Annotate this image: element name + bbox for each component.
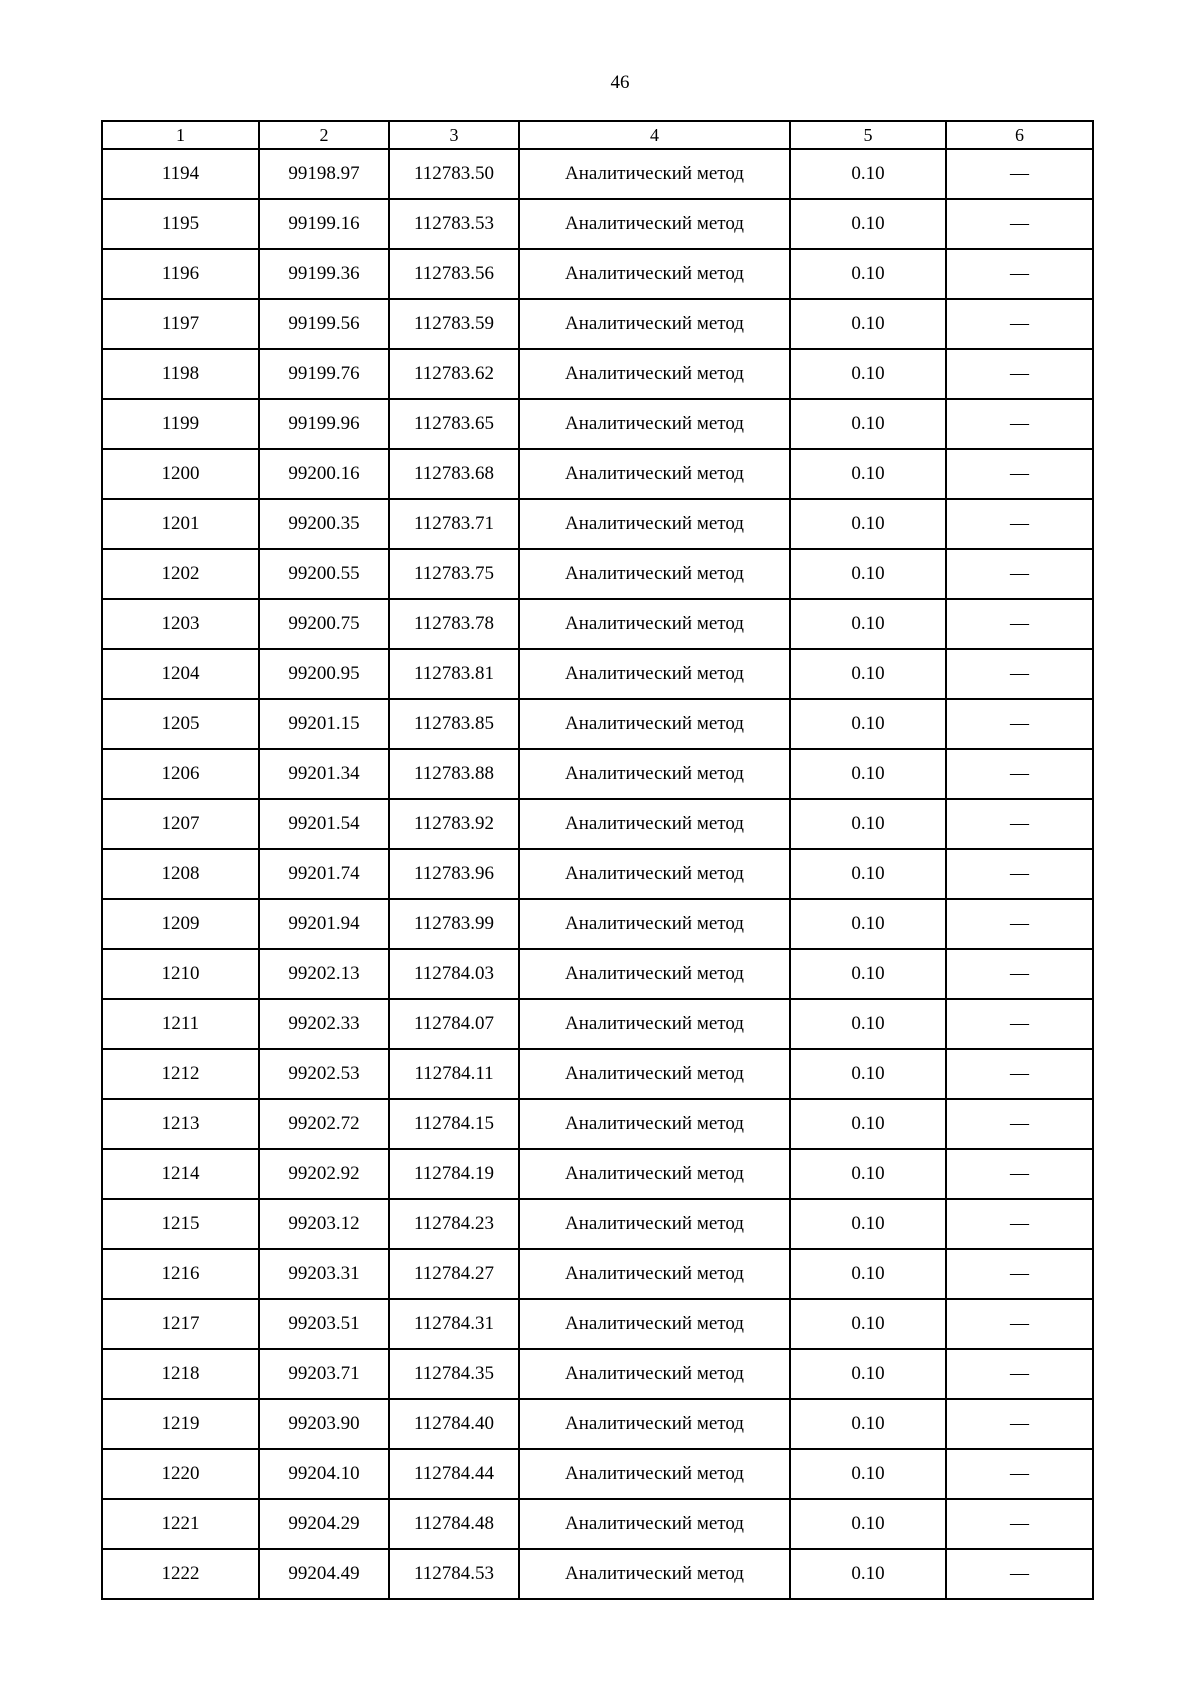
x-coordinate-cell: 99199.56 — [259, 299, 389, 349]
x-coordinate-cell: 99202.92 — [259, 1149, 389, 1199]
accuracy-cell: 0.10 — [790, 699, 946, 749]
accuracy-cell: 0.10 — [790, 1399, 946, 1449]
x-coordinate-cell: 99199.36 — [259, 249, 389, 299]
point-number-cell: 1197 — [102, 299, 259, 349]
accuracy-cell: 0.10 — [790, 1349, 946, 1399]
x-coordinate-cell: 99199.96 — [259, 399, 389, 449]
description-cell: — — [946, 1349, 1093, 1399]
table-row — [102, 699, 1093, 749]
accuracy-cell: 0.10 — [790, 199, 946, 249]
accuracy-cell: 0.10 — [790, 1299, 946, 1349]
table-row — [102, 449, 1093, 499]
table-row — [102, 649, 1093, 699]
method-cell: Аналитический метод — [519, 1049, 790, 1099]
description-cell: — — [946, 849, 1093, 899]
method-cell: Аналитический метод — [519, 1499, 790, 1549]
accuracy-cell: 0.10 — [790, 799, 946, 849]
accuracy-cell: 0.10 — [790, 1549, 946, 1599]
column-header-3: 3 — [389, 121, 519, 149]
description-cell: — — [946, 599, 1093, 649]
accuracy-cell: 0.10 — [790, 999, 946, 1049]
point-number-cell: 1211 — [102, 999, 259, 1049]
x-coordinate-cell: 99202.33 — [259, 999, 389, 1049]
point-number-cell: 1194 — [102, 149, 259, 199]
x-coordinate-cell: 99201.74 — [259, 849, 389, 899]
point-number-cell: 1219 — [102, 1399, 259, 1449]
accuracy-cell: 0.10 — [790, 449, 946, 499]
x-coordinate-cell: 99203.71 — [259, 1349, 389, 1399]
y-coordinate-cell: 112784.35 — [389, 1349, 519, 1399]
point-number-cell: 1210 — [102, 949, 259, 999]
point-number-cell: 1214 — [102, 1149, 259, 1199]
table-row — [102, 1449, 1093, 1499]
table-header — [102, 121, 1093, 149]
description-cell: — — [946, 649, 1093, 699]
table-body — [102, 149, 1093, 1599]
method-cell: Аналитический метод — [519, 1299, 790, 1349]
y-coordinate-cell: 112784.48 — [389, 1499, 519, 1549]
y-coordinate-cell: 112784.53 — [389, 1549, 519, 1599]
point-number-cell: 1195 — [102, 199, 259, 249]
method-cell: Аналитический метод — [519, 549, 790, 599]
x-coordinate-cell: 99203.51 — [259, 1299, 389, 1349]
description-cell: — — [946, 499, 1093, 549]
method-cell: Аналитический метод — [519, 499, 790, 549]
method-cell: Аналитический метод — [519, 849, 790, 899]
x-coordinate-cell: 99200.35 — [259, 499, 389, 549]
table-row — [102, 1299, 1093, 1349]
point-number-cell: 1222 — [102, 1549, 259, 1599]
description-cell: — — [946, 949, 1093, 999]
table-row — [102, 499, 1093, 549]
accuracy-cell: 0.10 — [790, 1449, 946, 1499]
description-cell: — — [946, 1399, 1093, 1449]
description-cell: — — [946, 149, 1093, 199]
method-cell: Аналитический метод — [519, 999, 790, 1049]
accuracy-cell: 0.10 — [790, 299, 946, 349]
x-coordinate-cell: 99202.53 — [259, 1049, 389, 1099]
point-number-cell: 1217 — [102, 1299, 259, 1349]
table-row — [102, 349, 1093, 399]
table-row — [102, 1549, 1093, 1599]
method-cell: Аналитический метод — [519, 1349, 790, 1399]
point-number-cell: 1216 — [102, 1249, 259, 1299]
point-number-cell: 1206 — [102, 749, 259, 799]
x-coordinate-cell: 99203.12 — [259, 1199, 389, 1249]
description-cell: — — [946, 799, 1093, 849]
method-cell: Аналитический метод — [519, 399, 790, 449]
table-row — [102, 549, 1093, 599]
method-cell: Аналитический метод — [519, 649, 790, 699]
method-cell: Аналитический метод — [519, 699, 790, 749]
accuracy-cell: 0.10 — [790, 599, 946, 649]
point-number-cell: 1204 — [102, 649, 259, 699]
table-row — [102, 199, 1093, 249]
method-cell: Аналитический метод — [519, 1199, 790, 1249]
table-row — [102, 1199, 1093, 1249]
point-number-cell: 1215 — [102, 1199, 259, 1249]
point-number-cell: 1199 — [102, 399, 259, 449]
accuracy-cell: 0.10 — [790, 899, 946, 949]
description-cell: — — [946, 1249, 1093, 1299]
method-cell: Аналитический метод — [519, 1449, 790, 1499]
method-cell: Аналитический метод — [519, 949, 790, 999]
x-coordinate-cell: 99202.13 — [259, 949, 389, 999]
y-coordinate-cell: 112783.92 — [389, 799, 519, 849]
point-number-cell: 1208 — [102, 849, 259, 899]
point-number-cell: 1221 — [102, 1499, 259, 1549]
method-cell: Аналитический метод — [519, 199, 790, 249]
accuracy-cell: 0.10 — [790, 1199, 946, 1249]
y-coordinate-cell: 112783.99 — [389, 899, 519, 949]
x-coordinate-cell: 99202.72 — [259, 1099, 389, 1149]
column-header-5: 5 — [790, 121, 946, 149]
accuracy-cell: 0.10 — [790, 649, 946, 699]
description-cell: — — [946, 1149, 1093, 1199]
column-header-2: 2 — [259, 121, 389, 149]
accuracy-cell: 0.10 — [790, 1049, 946, 1099]
description-cell: — — [946, 399, 1093, 449]
description-cell: — — [946, 1499, 1093, 1549]
table-row — [102, 1099, 1093, 1149]
point-number-cell: 1218 — [102, 1349, 259, 1399]
table-row — [102, 899, 1093, 949]
description-cell: — — [946, 549, 1093, 599]
table-row — [102, 949, 1093, 999]
x-coordinate-cell: 99200.75 — [259, 599, 389, 649]
table-row — [102, 249, 1093, 299]
accuracy-cell: 0.10 — [790, 949, 946, 999]
x-coordinate-cell: 99200.95 — [259, 649, 389, 699]
method-cell: Аналитический метод — [519, 1549, 790, 1599]
point-number-cell: 1220 — [102, 1449, 259, 1499]
method-cell: Аналитический метод — [519, 1149, 790, 1199]
method-cell: Аналитический метод — [519, 749, 790, 799]
y-coordinate-cell: 112784.11 — [389, 1049, 519, 1099]
y-coordinate-cell: 112783.96 — [389, 849, 519, 899]
table-row — [102, 1399, 1093, 1449]
point-number-cell: 1200 — [102, 449, 259, 499]
table-row — [102, 999, 1093, 1049]
x-coordinate-cell: 99204.10 — [259, 1449, 389, 1499]
method-cell: Аналитический метод — [519, 349, 790, 399]
table-row — [102, 149, 1093, 199]
point-number-cell: 1198 — [102, 349, 259, 399]
description-cell: — — [946, 249, 1093, 299]
table-row — [102, 599, 1093, 649]
point-number-cell: 1207 — [102, 799, 259, 849]
table-row — [102, 799, 1093, 849]
accuracy-cell: 0.10 — [790, 499, 946, 549]
description-cell: — — [946, 1099, 1093, 1149]
y-coordinate-cell: 112783.78 — [389, 599, 519, 649]
y-coordinate-cell: 112784.27 — [389, 1249, 519, 1299]
method-cell: Аналитический метод — [519, 449, 790, 499]
accuracy-cell: 0.10 — [790, 1099, 946, 1149]
table-row — [102, 1049, 1093, 1099]
point-number-cell: 1202 — [102, 549, 259, 599]
y-coordinate-cell: 112783.75 — [389, 549, 519, 599]
method-cell: Аналитический метод — [519, 1249, 790, 1299]
table-row — [102, 749, 1093, 799]
method-cell: Аналитический метод — [519, 149, 790, 199]
x-coordinate-cell: 99203.31 — [259, 1249, 389, 1299]
coordinates-table — [101, 120, 1094, 1600]
x-coordinate-cell: 99201.15 — [259, 699, 389, 749]
y-coordinate-cell: 112783.88 — [389, 749, 519, 799]
method-cell: Аналитический метод — [519, 899, 790, 949]
x-coordinate-cell: 99203.90 — [259, 1399, 389, 1449]
y-coordinate-cell: 112784.07 — [389, 999, 519, 1049]
y-coordinate-cell: 112783.65 — [389, 399, 519, 449]
x-coordinate-cell: 99200.16 — [259, 449, 389, 499]
point-number-cell: 1196 — [102, 249, 259, 299]
description-cell: — — [946, 349, 1093, 399]
method-cell: Аналитический метод — [519, 249, 790, 299]
y-coordinate-cell: 112783.62 — [389, 349, 519, 399]
x-coordinate-cell: 99199.76 — [259, 349, 389, 399]
description-cell: — — [946, 699, 1093, 749]
accuracy-cell: 0.10 — [790, 399, 946, 449]
description-cell: — — [946, 999, 1093, 1049]
method-cell: Аналитический метод — [519, 799, 790, 849]
y-coordinate-cell: 112783.68 — [389, 449, 519, 499]
description-cell: — — [946, 449, 1093, 499]
accuracy-cell: 0.10 — [790, 149, 946, 199]
x-coordinate-cell: 99204.49 — [259, 1549, 389, 1599]
method-cell: Аналитический метод — [519, 299, 790, 349]
accuracy-cell: 0.10 — [790, 1149, 946, 1199]
page-number: 46 — [610, 72, 630, 93]
y-coordinate-cell: 112783.71 — [389, 499, 519, 549]
table-row — [102, 1499, 1093, 1549]
table-row — [102, 299, 1093, 349]
accuracy-cell: 0.10 — [790, 349, 946, 399]
accuracy-cell: 0.10 — [790, 549, 946, 599]
accuracy-cell: 0.10 — [790, 1249, 946, 1299]
table-row — [102, 399, 1093, 449]
table-row — [102, 1149, 1093, 1199]
y-coordinate-cell: 112783.85 — [389, 699, 519, 749]
point-number-cell: 1201 — [102, 499, 259, 549]
description-cell: — — [946, 299, 1093, 349]
accuracy-cell: 0.10 — [790, 249, 946, 299]
point-number-cell: 1209 — [102, 899, 259, 949]
x-coordinate-cell: 99201.54 — [259, 799, 389, 849]
table-row — [102, 1249, 1093, 1299]
y-coordinate-cell: 112783.81 — [389, 649, 519, 699]
y-coordinate-cell: 112784.23 — [389, 1199, 519, 1249]
column-header-1: 1 — [102, 121, 259, 149]
point-number-cell: 1203 — [102, 599, 259, 649]
accuracy-cell: 0.10 — [790, 749, 946, 799]
column-header-4: 4 — [519, 121, 790, 149]
y-coordinate-cell: 112783.59 — [389, 299, 519, 349]
y-coordinate-cell: 112784.31 — [389, 1299, 519, 1349]
x-coordinate-cell: 99204.29 — [259, 1499, 389, 1549]
point-number-cell: 1212 — [102, 1049, 259, 1099]
description-cell: — — [946, 1199, 1093, 1249]
table-row — [102, 849, 1093, 899]
description-cell: — — [946, 749, 1093, 799]
table-row — [102, 1349, 1093, 1399]
x-coordinate-cell: 99199.16 — [259, 199, 389, 249]
description-cell: — — [946, 899, 1093, 949]
description-cell: — — [946, 1449, 1093, 1499]
y-coordinate-cell: 112784.40 — [389, 1399, 519, 1449]
x-coordinate-cell: 99200.55 — [259, 549, 389, 599]
method-cell: Аналитический метод — [519, 1099, 790, 1149]
y-coordinate-cell: 112784.19 — [389, 1149, 519, 1199]
method-cell: Аналитический метод — [519, 1399, 790, 1449]
description-cell: — — [946, 1049, 1093, 1099]
y-coordinate-cell: 112783.50 — [389, 149, 519, 199]
method-cell: Аналитический метод — [519, 599, 790, 649]
header-row — [102, 121, 1093, 149]
y-coordinate-cell: 112783.53 — [389, 199, 519, 249]
accuracy-cell: 0.10 — [790, 849, 946, 899]
point-number-cell: 1213 — [102, 1099, 259, 1149]
accuracy-cell: 0.10 — [790, 1499, 946, 1549]
x-coordinate-cell: 99201.34 — [259, 749, 389, 799]
point-number-cell: 1205 — [102, 699, 259, 749]
description-cell: — — [946, 199, 1093, 249]
x-coordinate-cell: 99201.94 — [259, 899, 389, 949]
description-cell: — — [946, 1299, 1093, 1349]
column-header-6: 6 — [946, 121, 1093, 149]
y-coordinate-cell: 112784.15 — [389, 1099, 519, 1149]
x-coordinate-cell: 99198.97 — [259, 149, 389, 199]
y-coordinate-cell: 112783.56 — [389, 249, 519, 299]
description-cell: — — [946, 1549, 1093, 1599]
y-coordinate-cell: 112784.44 — [389, 1449, 519, 1499]
y-coordinate-cell: 112784.03 — [389, 949, 519, 999]
